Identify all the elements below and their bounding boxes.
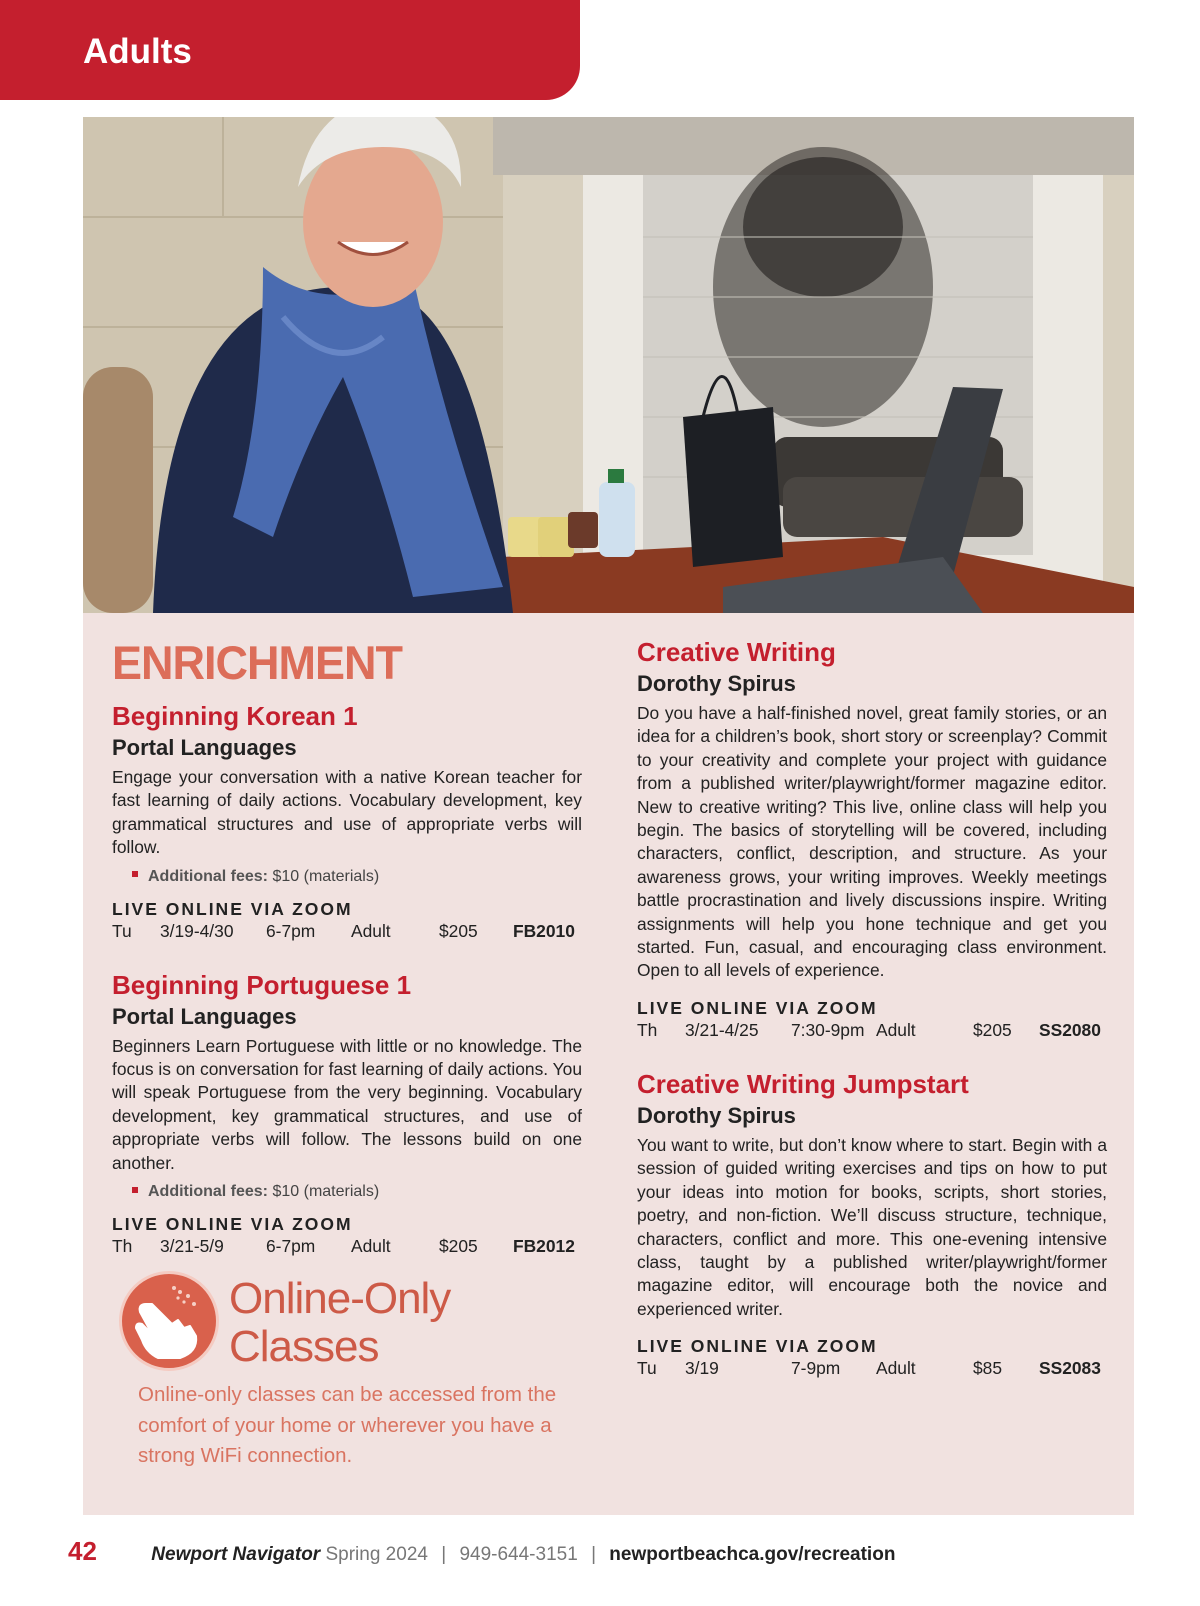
course-title: Creative Writing Jumpstart [637, 1068, 969, 1099]
schedule-day: Tu [112, 920, 132, 941]
online-only-title-line1: Online-Only [229, 1274, 451, 1323]
schedule-age: Adult [351, 920, 391, 941]
course-description: Beginners Learn Portuguese with little or no knowledge. The focus is on conversation for fast learning of daily actions. You will speak Portuguese from the very beginning. Vocabulary development, key grammatical structures, and use of appropriate verbs will follow. The lessons build on one another. [112, 1035, 582, 1173]
footer-separator: | [441, 1544, 447, 1565]
schedule-code: SS2083 [1039, 1358, 1101, 1379]
schedule-time: 6-7pm [266, 1236, 316, 1257]
page-footer [68, 1536, 1168, 1567]
schedule-day: Th [112, 1236, 133, 1257]
course-schedule [112, 920, 582, 943]
schedule-time: 7:30-9pm [791, 1019, 865, 1040]
fees-label: Additional fees: [148, 1183, 269, 1201]
schedule-day: Th [637, 1019, 658, 1040]
hero-photo [83, 117, 1134, 613]
course-korean [112, 700, 582, 943]
right-column [637, 636, 1107, 1406]
schedule-dates: 3/19-4/30 [160, 920, 234, 941]
course-description: You want to write, but don’t know where to start. Begin with a session of guided writing exercises and tips on how to put your ideas into motion for books, scripts, short stories, poetry, and non-fiction. We’ll discuss structure, technique, characters, conflict and more. This one-evening intensive class, taught by a published writer/playwright/former magazine editor, will encourage both the novice and experienced writer. [637, 1134, 1107, 1319]
course-title: Beginning Korean 1 [112, 701, 358, 731]
fees-value: $10 (materials) [272, 1183, 380, 1201]
tab-title: Adults [83, 32, 192, 71]
schedule-dates: 3/21-4/25 [685, 1019, 759, 1040]
course-description: Engage your conversation with a native Korean teacher for fast learning of daily actions. Vocabulary development, key grammatical structures and use of appropriate verbs will follow. [112, 767, 582, 858]
schedule-price: $205 [439, 920, 478, 941]
publication-name: Newport Navigator [151, 1544, 321, 1565]
course-fees [132, 1181, 582, 1203]
schedule-time: 7-9pm [791, 1358, 841, 1379]
course-mode: LIVE ONLINE VIA ZOOM [112, 898, 353, 919]
course-description: Do you have a half-finished novel, great family stories, or an idea for a children’s book, short story or screenplay? Commit to your creativity and complete your project with guidance from a published writer/playwright/former magazine editor. New to creative writing? This live, online class will help you begin. The basics of storytelling will be covered, including characters, conflict, description, and structure. As your awareness grows, your writing improves. Weekly meetings battle procrastination and lively discussions inspire. Writing assignments will help you hone technique and get you started. Fun, casual, and encouraging class environment. Open to all levels of experience. [637, 703, 1107, 981]
course-title: Creative Writing [637, 637, 836, 667]
online-only-title [229, 1275, 450, 1371]
course-instructor: Dorothy Spirus [637, 671, 796, 696]
photo-woman-at-laptop-icon [83, 117, 1134, 613]
schedule-time: 6-7pm [266, 920, 316, 941]
course-schedule [637, 1357, 1107, 1380]
course-mode: LIVE ONLINE VIA ZOOM [112, 1214, 353, 1235]
schedule-age: Adult [876, 1019, 916, 1040]
pointing-hand-icon [122, 1274, 216, 1368]
schedule-day: Tu [637, 1358, 657, 1379]
schedule-age: Adult [876, 1358, 916, 1379]
course-mode: LIVE ONLINE VIA ZOOM [637, 1336, 878, 1357]
bullet-icon [132, 871, 138, 877]
online-only-badge [119, 1271, 219, 1371]
schedule-code: FB2012 [513, 1236, 575, 1257]
schedule-price: $205 [439, 1236, 478, 1257]
section-title: ENRICHMENT [112, 636, 402, 690]
fees-value: $10 (materials) [272, 867, 380, 885]
footer-separator: | [591, 1544, 596, 1565]
course-schedule [637, 1019, 1107, 1042]
schedule-price: $85 [973, 1358, 1003, 1379]
bullet-icon [132, 1187, 138, 1193]
online-only-description: Online-only classes can be accessed from the comfort of your home or wherever you have a strong WiFi connection. [138, 1383, 557, 1467]
course-creative-writing [637, 636, 1107, 1042]
course-schedule [112, 1235, 582, 1258]
course-portuguese [112, 969, 582, 1258]
course-title: Beginning Portuguese 1 [112, 969, 412, 1000]
footer-phone: 949-644-3151 [459, 1544, 578, 1565]
schedule-price: $205 [973, 1019, 1012, 1040]
section-tab [0, 0, 580, 100]
course-instructor: Dorothy Spirus [637, 1102, 796, 1128]
course-instructor: Portal Languages [112, 735, 297, 760]
left-column [112, 636, 582, 1284]
online-only-title-line2: Classes [229, 1322, 379, 1371]
schedule-dates: 3/19 [685, 1358, 719, 1379]
schedule-code: SS2080 [1039, 1019, 1101, 1040]
course-instructor: Portal Languages [112, 1003, 297, 1029]
schedule-age: Adult [351, 1236, 391, 1257]
course-fees [132, 866, 582, 888]
page-number: 42 [68, 1536, 97, 1566]
schedule-code: FB2010 [513, 920, 575, 941]
footer-url[interactable]: newportbeachca.gov/recreation [609, 1544, 896, 1565]
course-mode: LIVE ONLINE VIA ZOOM [637, 997, 878, 1018]
schedule-dates: 3/21-5/9 [160, 1236, 224, 1257]
course-creative-writing-jumpstart [637, 1068, 1107, 1380]
publication-season: Spring 2024 [325, 1544, 428, 1565]
fees-label: Additional fees: [148, 867, 269, 885]
